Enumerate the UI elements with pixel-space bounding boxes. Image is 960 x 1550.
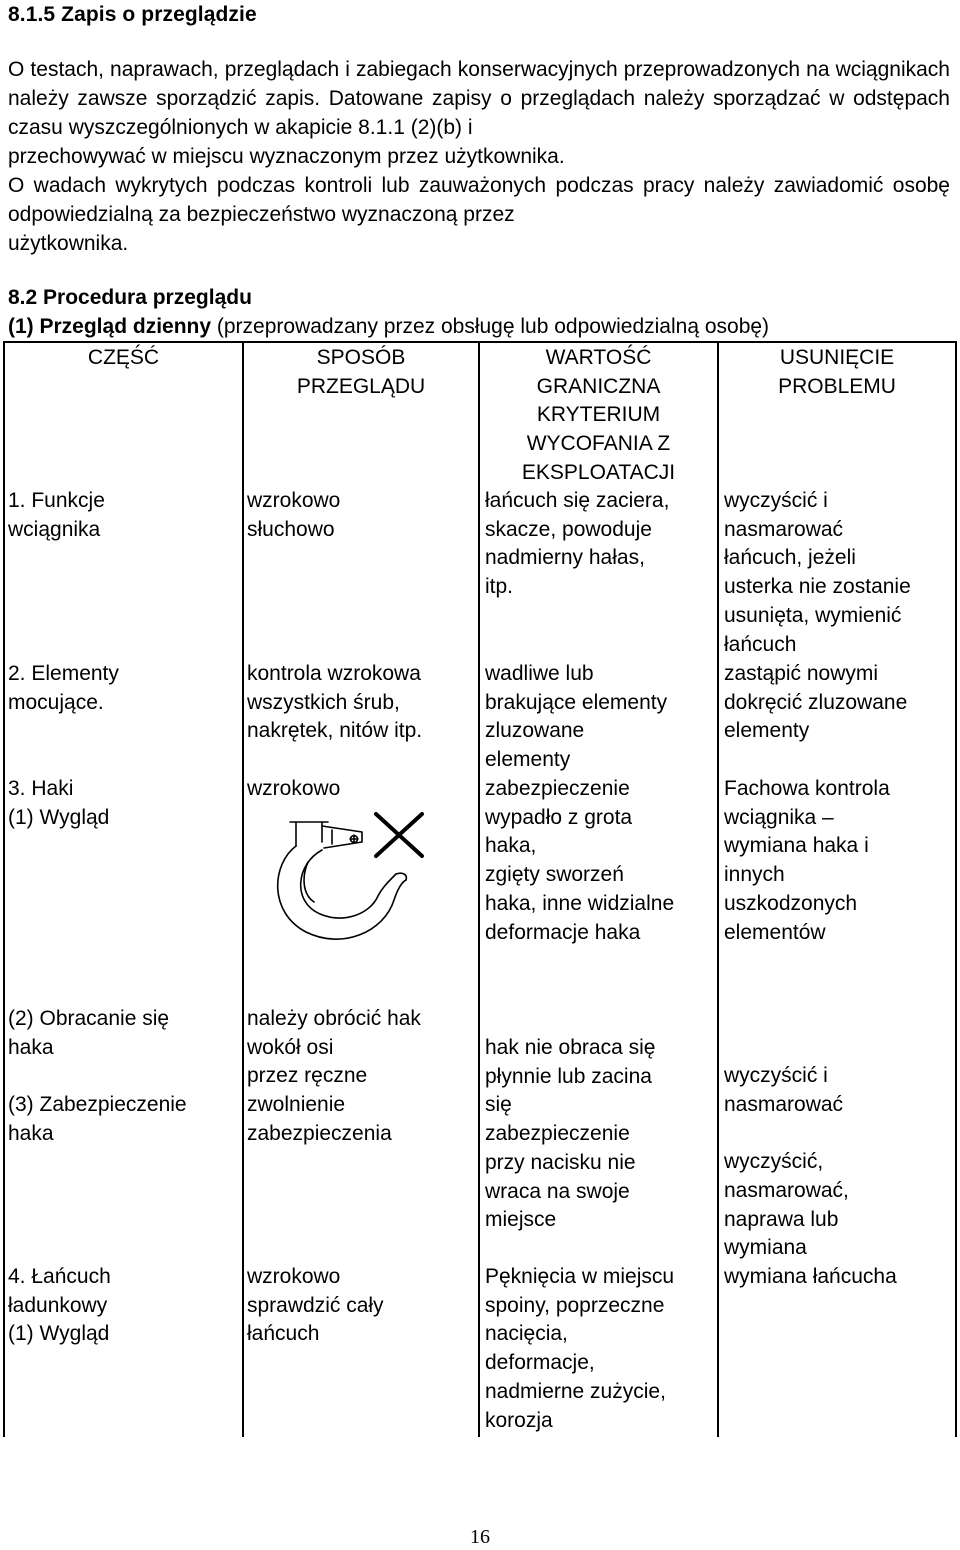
table-cell-method: wzrokowo słuchowo	[247, 489, 341, 541]
table-cell-part: 1. Funkcje wciągnika	[8, 489, 105, 541]
table-cell-remedy: wyczyścić i nasmarować wyczyścić, nasmarować, naprawa lub wymiana	[724, 1064, 849, 1260]
table-cell-remedy: zastąpić nowymi dokręcić zluzowane elementy	[724, 662, 908, 743]
table-border-left	[3, 341, 5, 1437]
table-cell-method: należy obrócić hak wokół osi przez ręczne zwolnienie zabezpieczenia	[247, 1007, 421, 1145]
table-cell-criterion: hak nie obraca się płynnie lub zacina się zabezpieczenie przy nacisku nie wraca na swoje miejsce	[485, 1036, 656, 1232]
table-cell-criterion: Pęknięcia w miejscu spoiny, poprzeczne nacięcia, deformacje, nadmierne zużycie, korozja	[485, 1265, 675, 1432]
table-cell-method: wzrokowo sprawdzić cały łańcuch	[247, 1265, 384, 1346]
table-column-divider	[478, 341, 480, 1437]
table-header-criterion: WARTOŚĆ GRANICZNA KRYTERIUM WYCOFANIA Z EKSPLOATACJI	[521, 346, 676, 484]
table-cell-part: 3. Haki (1) Wygląd	[8, 777, 110, 829]
table-column-divider	[242, 341, 244, 1437]
table-header-method: SPOSÓB PRZEGLĄDU	[296, 346, 426, 398]
table-cell-method: kontrola wzrokowa wszystkich śrub, nakrętek, nitów itp.	[247, 662, 423, 743]
table-cell-criterion: wadliwe lub brakujące elementy zluzowane elementy	[485, 662, 668, 772]
table-cell-part: (2) Obracanie się haka (3) Zabezpieczenie haka	[8, 1007, 187, 1145]
section-heading: 8.1.5 Zapis o przeglądzie	[8, 3, 257, 26]
table-cell-criterion: łańcuch się zaciera, skacze, powoduje nadmierny hałas, itp.	[485, 489, 670, 599]
table-top-border	[3, 341, 957, 343]
table-cell-part: 4. Łańcuch ładunkowy (1) Wygląd	[8, 1265, 111, 1346]
paragraph-records-last-line: przechowywać w miejscu wyznaczonym przez użytkownika.	[8, 145, 565, 168]
procedure-heading: 8.2 Procedura przeglądu	[8, 286, 252, 309]
daily-inspection-heading	[8, 313, 769, 341]
table-cell-criterion: zabezpieczenie wypadło z grota haka, zgięty sworzeń haka, inne widzialne deformacje haka	[485, 777, 675, 944]
table-cell-remedy: Fachowa kontrola wciągnika – wymiana haka i innych uszkodzonych elementów	[724, 777, 890, 944]
daily-inspection-label: (1) Przegląd dzienny	[8, 315, 212, 338]
table-header-part: CZĘŚĆ	[87, 346, 160, 369]
table-header-remedy: USUNIĘCIE PROBLEMU	[778, 346, 896, 398]
paragraph-defects	[8, 171, 950, 258]
table-cell-remedy: wymiana łańcucha	[724, 1265, 897, 1288]
paragraph-records-body: O testach, naprawach, przeglądach i zabiegach konserwacyjnych przeprowadzonych na wciągnikach należy zawsze sporządzić zapis. Datowane zapisy o przeglądach należy sporządzać w odstępach czasu wyszczególnionych w akapicie 8.1.1 (2)(b) i	[8, 58, 950, 139]
paragraph-defects-last-line: użytkownika.	[8, 232, 129, 255]
hook-with-cross-mark-icon	[262, 802, 432, 962]
paragraph-defects-body: O wadach wykrytych podczas kontroli lub zauważonych podczas pracy należy zawiadomić osobę odpowiedzialną za bezpieczeństwo wyznaczoną przez	[8, 174, 950, 226]
table-cell-part: 2. Elementy mocujące.	[8, 662, 119, 714]
table-cell-remedy: wyczyścić i nasmarować łańcuch, jeżeli usterka nie zostanie usunięta, wymienić łańcuch	[724, 489, 911, 656]
page-number: 16	[470, 1526, 490, 1548]
daily-inspection-note: (przeprowadzany przez obsługę lub odpowiedzialną osobę)	[211, 315, 770, 338]
table-cell-method: wzrokowo	[247, 777, 341, 800]
table-column-divider	[717, 341, 719, 1437]
paragraph-records	[8, 55, 950, 171]
